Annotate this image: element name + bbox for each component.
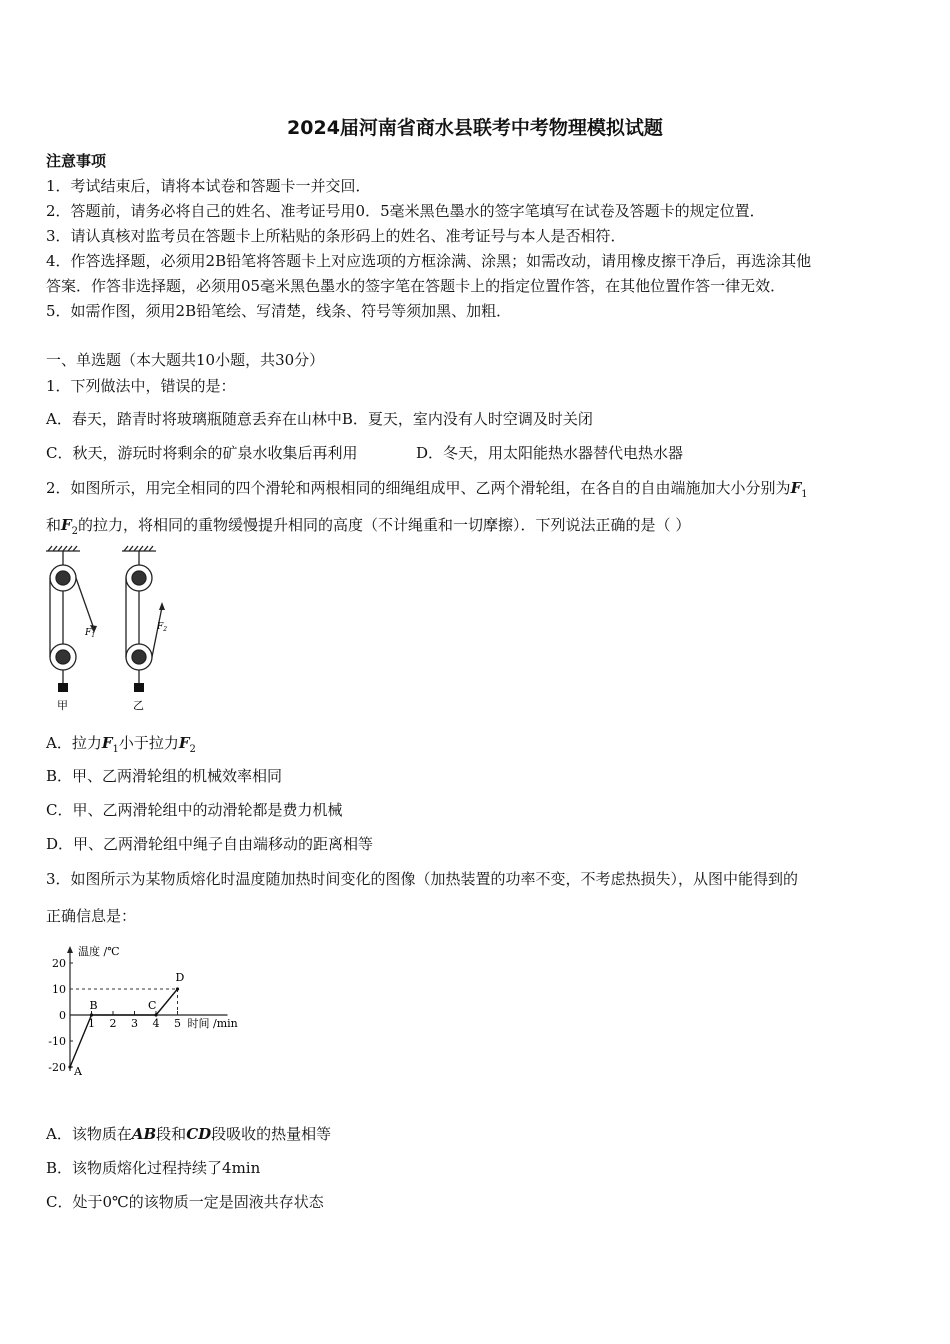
q3-optA-text1: A．该物质在	[46, 1125, 132, 1143]
point-label-c: C	[148, 999, 157, 1012]
fig-label-F1: $F_1$	[85, 628, 96, 639]
weight-yi	[134, 683, 144, 692]
q2-F1: F	[790, 479, 802, 497]
q2-option-b: B．甲、乙两滑轮组的机械效率相同	[46, 767, 283, 785]
x-tick-label: 3	[131, 1017, 138, 1030]
q2-optA-text1: A．拉力	[46, 734, 102, 752]
y-tick-label: 10	[52, 983, 66, 996]
x-tick-label: 1	[88, 1017, 95, 1030]
q1-option-ab: A．春天，踏青时将玻璃瓶随意丢弃在山林中B．夏天，室内没有人时空调及时关闭	[46, 410, 593, 428]
y-tick-label: 0	[59, 1009, 66, 1022]
point-b	[90, 1013, 93, 1016]
q3-stem-line2: 正确信息是：	[46, 907, 137, 925]
point-label-a: A	[74, 1065, 82, 1078]
q3-stem-line1: 3．如图所示为某物质熔化时温度随加热时间变化的图像（加热装置的功率不变，不考虑热损失），从图中能得到的	[46, 870, 799, 888]
notice-heading: 注意事项	[46, 152, 107, 170]
y-tick-label: -20	[48, 1061, 66, 1074]
temperature-time-chart	[40, 935, 260, 1085]
arrow-F2	[159, 602, 165, 610]
q2-F2: F	[61, 516, 72, 534]
q2-option-c: C．甲、乙两滑轮组中的动滑轮都是费力机械	[46, 801, 343, 819]
x-tick-label: 2	[109, 1017, 117, 1030]
pulley-figure	[38, 545, 188, 715]
y-tick-label: -10	[48, 1035, 66, 1048]
fig-label-F2: $F_2$	[157, 622, 168, 633]
y-tick-label: 20	[52, 957, 66, 970]
point-c	[154, 1013, 157, 1016]
q2-optA-F1-sub: 1	[112, 744, 119, 755]
q2-optA-text2: 小于拉力	[118, 734, 179, 752]
fig-label-yi: 乙	[133, 699, 144, 712]
y-axis-arrow	[67, 946, 73, 953]
q1-option-d: D．冬天，用太阳能热水器替代电热水器	[416, 444, 684, 462]
q2-stem-text2a: 和	[46, 516, 62, 534]
notice-item: 4．作答选择题，必须用2B铅笔将答题卡上对应选项的方框涂满、涂黑；如需改动，请用橡皮擦干净后，再选涂其他	[46, 252, 812, 270]
notice-item: 答案．作答非选择题，必须用05毫米黑色墨水的签字笔在答题卡上的指定位置作答，在其他位置作答一律无效．	[46, 277, 786, 295]
x-tick-label: 5	[174, 1017, 181, 1030]
q3-optA-AB: AB	[131, 1125, 157, 1143]
fig-label-jia: 甲	[57, 699, 68, 712]
y-axis-label: 温度 /℃	[78, 945, 120, 958]
q3-optA-text3: 段吸收的热量相等	[211, 1125, 332, 1143]
notice-item: 3．请认真核对监考员在答题卡上所粘贴的条形码上的姓名、准考证号与本人是否相符．	[46, 227, 626, 245]
q2-F2-sub: 2	[71, 526, 79, 537]
hatch-right	[124, 546, 153, 551]
q2-option-a	[46, 733, 196, 760]
q2-stem-line2	[46, 515, 690, 542]
page-title: 2024届河南省商水县联考中考物理模拟试题	[287, 117, 663, 139]
q2-optA-F2-sub: 2	[189, 744, 196, 755]
q2-F1-sub: 1	[801, 489, 808, 500]
notice-item: 5．如需作图，须用2B铅笔绘、写清楚，线条、符号等须加黑、加粗．	[46, 302, 512, 320]
weight-jia	[58, 683, 68, 692]
point-label-b: B	[89, 999, 98, 1012]
q3-optA-text2: 段和	[156, 1125, 187, 1143]
q3-optA-CD: CD	[186, 1125, 212, 1143]
q2-stem-line1	[46, 478, 808, 505]
section-heading: 一、单选题（本大题共10小题，共30分）	[46, 351, 325, 369]
q3-option-c: C．处于0℃的该物质一定是固液共存状态	[46, 1193, 324, 1211]
q1-option-c: C．秋天，游玩时将剩余的矿泉水收集后再利用	[46, 444, 358, 462]
point-label-d: D	[175, 971, 185, 984]
q2-stem-text2b: 的拉力，将相同的重物缓慢提升相同的高度（不计绳重和一切摩擦）．下列说法正确的是（ ）	[78, 516, 691, 534]
x-axis-label: 时间 /min	[187, 1017, 238, 1030]
q3-option-b: B．该物质熔化过程持续了4min	[46, 1159, 261, 1177]
point-a	[68, 1065, 71, 1068]
q2-option-d: D．甲、乙两滑轮组中绳子自由端移动的距离相等	[46, 835, 374, 853]
hatch-left	[48, 546, 77, 551]
q2-stem-text1: 2．如图所示，用完全相同的四个滑轮和两根相同的细绳组成甲、乙两个滑轮组，在各自的自由端施加大小分别为	[46, 479, 791, 497]
notice-item: 2．答题前，请务必将自己的姓名、准考证号用0．5毫米黑色墨水的签字笔填写在试卷及答题卡的规定位置．	[46, 202, 765, 220]
q2-optA-F1: F	[101, 734, 113, 752]
point-d	[176, 987, 179, 990]
temperature-line	[70, 989, 178, 1067]
q2-optA-F2: F	[178, 734, 190, 752]
q3-option-a	[46, 1124, 331, 1144]
notice-item: 1．考试结束后，请将本试卷和答题卡一并交回．	[46, 177, 371, 195]
x-tick-label: 4	[152, 1017, 160, 1030]
q1-stem: 1．下列做法中，错误的是：	[46, 377, 236, 395]
